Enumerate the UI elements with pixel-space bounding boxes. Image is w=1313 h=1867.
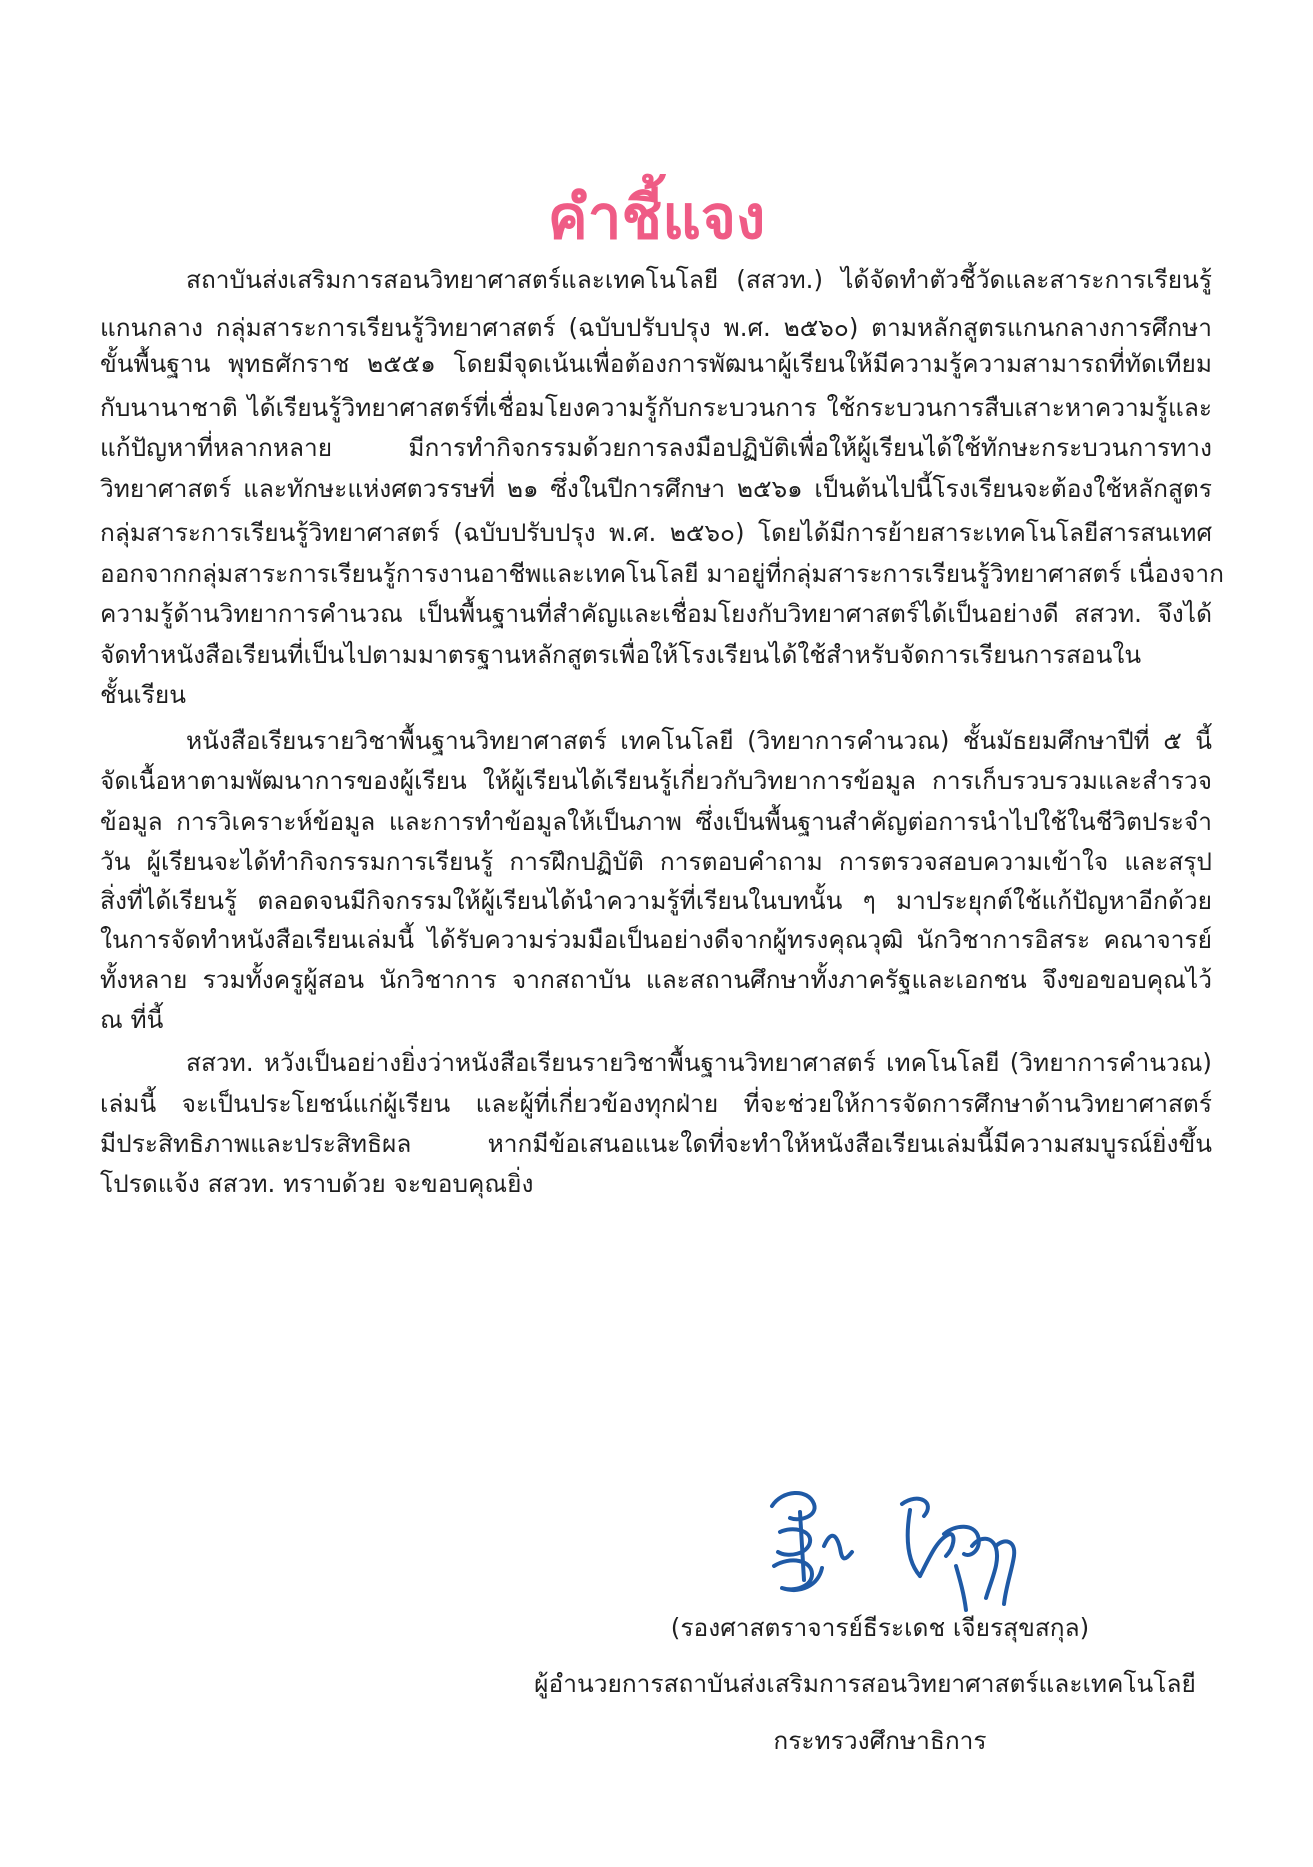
paragraph-1-line-8: ออกจากกลุ่มสาระการเรียนรู้การงานอาชีพและเทคโนโลยี มาอยู่ที่กลุ่มสาระการเรียนรู้วิทยาศาสตร์ เนื่องจาก	[100, 559, 1224, 588]
paragraph-2-line-3: ข้อมูล การวิเคราะห์ข้อมูล และการทำข้อมูลให้เป็นภาพ ซึ่งเป็นพื้นฐานสำคัญต่อการนำไปใช้ในชีวิตประจำ	[100, 807, 1212, 836]
paragraph-1-line-3: ขั้นพื้นฐาน พุทธศักราช ๒๕๕๑ โดยมีจุดเน้นเพื่อต้องการพัฒนาผู้เรียนให้มีความรู้ความสามารถที่ทัดเทียม	[100, 349, 1212, 378]
paragraph-1-line-11: ชั้นเรียน	[100, 680, 187, 709]
paragraph-1-line-7: กลุ่มสาระการเรียนรู้วิทยาศาสตร์ (ฉบับปรับปรุง พ.ศ. ๒๕๖๐) โดยได้มีการย้ายสาระเทคโนโลยีสารสนเทศ	[100, 518, 1212, 547]
paragraph-3-line-1: สสวท. หวังเป็นอย่างยิ่งว่าหนังสือเรียนรายวิชาพื้นฐานวิทยาศาสตร์ เทคโนโลยี (วิทยาการคำนวณ)	[186, 1048, 1212, 1077]
signatory-organization: กระทรวงศึกษาธิการ	[773, 1726, 987, 1755]
paragraph-1-line-10: จัดทำหนังสือเรียนที่เป็นไปตามมาตรฐานหลักสูตรเพื่อให้โรงเรียนได้ใช้สำหรับจัดการเรียนการสอนใน	[100, 640, 1142, 669]
paragraph-2-line-7: ทั้งหลาย รวมทั้งครูผู้สอน นักวิชาการ จากสถาบัน และสถานศึกษาทั้งภาครัฐและเอกชน จึงขอขอบคุณไว้	[100, 965, 1212, 994]
paragraph-2-line-6: ในการจัดทำหนังสือเรียนเล่มนี้ ได้รับความร่วมมือเป็นอย่างดีจากผู้ทรงคุณวุฒิ นักวิชาการอิสระ คณาจารย์	[100, 925, 1212, 954]
paragraph-1-line-9: ความรู้ด้านวิทยาการคำนวณ เป็นพื้นฐานที่สำคัญและเชื่อมโยงกับวิทยาศาสตร์ได้เป็นอย่างดี สสวท. จึงได้	[100, 599, 1212, 628]
signatory-name: (รองศาสตราจารย์ธีระเดช เจียรสุขสกุล)	[670, 1613, 1090, 1642]
paragraph-2-line-5: สิ่งที่ได้เรียนรู้ ตลอดจนมีกิจกรรมให้ผู้เรียนได้นำความรู้ที่เรียนในบทนั้น ๆ มาประยุกต์ใช้แก้ปัญหาอีกด้วย	[100, 886, 1212, 915]
paragraph-2-line-1: หนังสือเรียนรายวิชาพื้นฐานวิทยาศาสตร์ เทคโนโลยี (วิทยาการคำนวณ) ชั้นมัธยมศึกษาปีที่ ๕ นี้	[186, 726, 1212, 755]
page-title: คำชี้แจง	[547, 183, 766, 253]
paragraph-2-line-8: ณ ที่นี้	[100, 1005, 164, 1034]
paragraph-1-line-1: สถาบันส่งเสริมการสอนวิทยาศาสตร์และเทคโนโลยี (สสวท.) ได้จัดทำตัวชี้วัดและสาระการเรียนรู้	[186, 265, 1212, 294]
paragraph-1-line-6: วิทยาศาสตร์ และทักษะแห่งศตวรรษที่ ๒๑ ซึ่งในปีการศึกษา ๒๕๖๑ เป็นต้นไปนี้โรงเรียนจะต้องใช้หลักสูตร	[100, 474, 1212, 503]
paragraph-3-line-4: โปรดแจ้ง สสวท. ทราบด้วย จะขอบคุณยิ่ง	[100, 1169, 534, 1198]
paragraph-1-line-5: แก้ปัญหาที่หลากหลาย มีการทำกิจกรรมด้วยการลงมือปฏิบัติเพื่อให้ผู้เรียนได้ใช้ทักษะกระบวนการทาง	[100, 433, 1212, 462]
paragraph-1-line-2: แกนกลาง กลุ่มสาระการเรียนรู้วิทยาศาสตร์ (ฉบับปรับปรุง พ.ศ. ๒๕๖๐) ตามหลักสูตรแกนกลางการศึกษา	[100, 313, 1212, 342]
paragraph-3-line-3: มีประสิทธิภาพและประสิทธิผล หากมีข้อเสนอแนะใดที่จะทำให้หนังสือเรียนเล่มนี้มีความสมบูรณ์ยิ่งขึ้น	[100, 1129, 1212, 1158]
paragraph-2-line-4: วัน ผู้เรียนจะได้ทำกิจกรรมการเรียนรู้ การฝึกปฏิบัติ การตอบคำถาม การตรวจสอบความเข้าใจ และสรุป	[100, 847, 1212, 876]
paragraph-1-line-4: กับนานาชาติ ได้เรียนรู้วิทยาศาสตร์ที่เชื่อมโยงความรู้กับกระบวนการ ใช้กระบวนการสืบเสาะหาความรู้และ	[100, 393, 1212, 422]
paragraph-2-line-2: จัดเนื้อหาตามพัฒนาการของผู้เรียน ให้ผู้เรียนได้เรียนรู้เกี่ยวกับวิทยาการข้อมูล การเก็บรวบรวมและสำรวจ	[100, 766, 1212, 795]
paragraph-3-line-2: เล่มนี้ จะเป็นประโยชน์แก่ผู้เรียน และผู้ที่เกี่ยวข้องทุกฝ่าย ที่จะช่วยให้การจัดการศึกษาด้านวิทยาศาสตร์	[100, 1089, 1212, 1118]
handwritten-signature	[760, 1476, 1030, 1626]
signatory-position: ผู้อำนวยการสถาบันส่งเสริมการสอนวิทยาศาสตร์และเทคโนโลยี	[534, 1669, 1196, 1698]
